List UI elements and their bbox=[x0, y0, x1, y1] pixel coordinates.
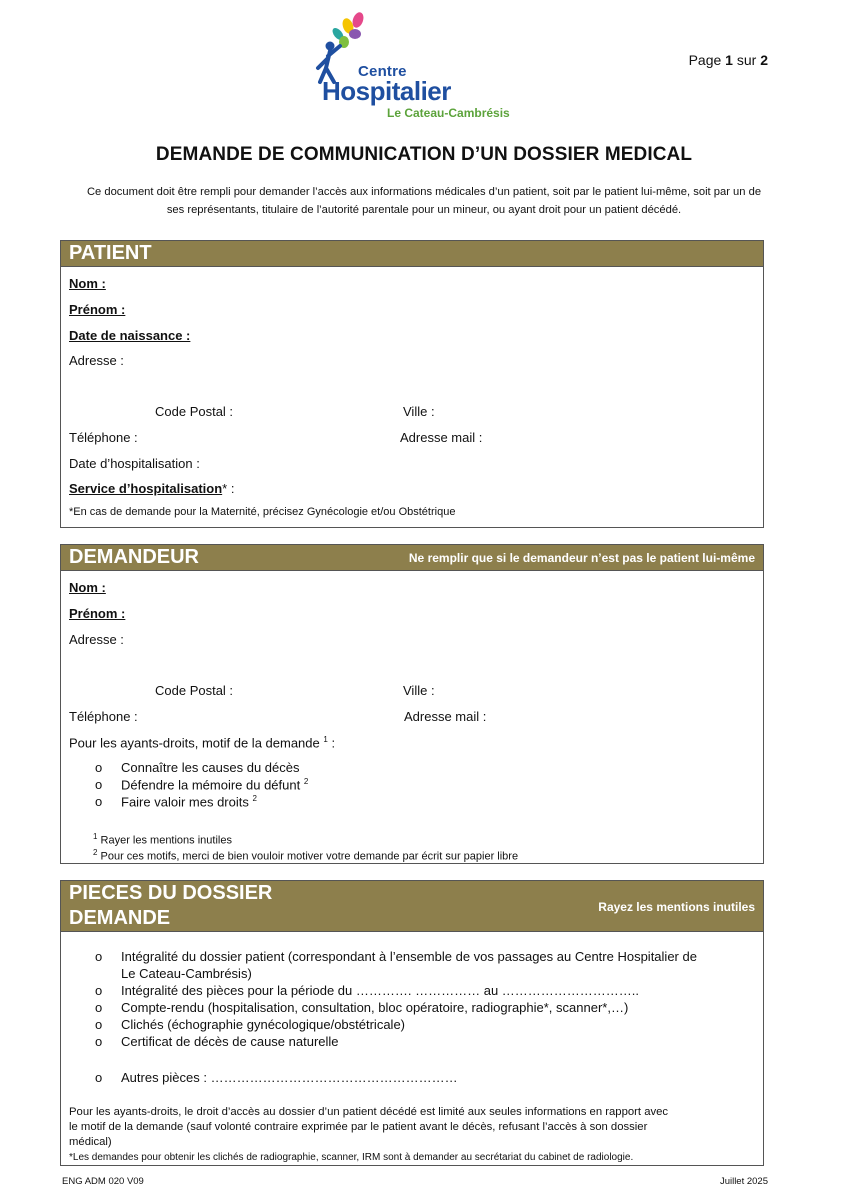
piece-item[interactable]: o Autres pièces : ………………………………………………… bbox=[95, 1070, 458, 1085]
logo-text-city: Le Cateau-Cambrésis bbox=[387, 106, 510, 120]
piece-item-continuation: Le Cateau-Cambrésis) bbox=[121, 966, 252, 981]
legal-text-4: *Les demandes pour obtenir les clichés de radiographie, scanner, IRM sont à demander au secrétariat du cabinet de radiologie. bbox=[69, 1152, 634, 1163]
logo-text-hospitalier: Hospitalier bbox=[322, 76, 451, 106]
piece-item[interactable]: o Certificat de décès de cause naturelle bbox=[95, 1034, 339, 1049]
patient-hosp-date-label: Date d’hospitalisation : bbox=[69, 456, 200, 471]
legal-text-3: médical) bbox=[69, 1136, 112, 1148]
demandeur-instruction: Ne remplir que si le demandeur n’est pas le patient lui-même bbox=[408, 551, 755, 565]
demandeur-heading: DEMANDEUR bbox=[69, 546, 199, 568]
piece-item[interactable]: o Intégralité du dossier patient (correspondant à l’ensemble de vos passages au Centre Hospitalier de bbox=[95, 949, 697, 964]
patient-section bbox=[60, 240, 764, 528]
patient-postal-label: Code Postal : bbox=[155, 404, 234, 419]
legal-text-2: le motif de la demande (sauf volonté contraire exprimée par le patient avant le décès, refusant l’accès à son dossier bbox=[69, 1121, 648, 1133]
legal-text-1: Pour les ayants-droits, le droit d’accès au dossier d’un patient décédé est limité aux seules informations en rapport avec bbox=[69, 1106, 669, 1118]
demandeur-address-label: Adresse : bbox=[69, 632, 124, 647]
patient-email-label: Adresse mail : bbox=[400, 430, 483, 445]
demandeur-footnote-1: $^1$ Rayer les mentions inutiles bbox=[93, 832, 232, 847]
motif-option[interactable]: o Défendre la mémoire du défunt $^2$ bbox=[95, 777, 309, 793]
motif-option[interactable]: o Connaître les causes du décès bbox=[95, 760, 300, 775]
demandeur-nom-label: Nom : bbox=[69, 580, 106, 595]
intro-text: Ce document doit être rempli pour demander l’accès aux informations médicales d’un patient, soit par le patient lui-même, soit par un de ses représentants, titulaire de l’autorité parentale pour un mineur, ou ayant droit pour un patient décédé. bbox=[86, 186, 762, 216]
patient-prenom-label: Prénom : bbox=[69, 302, 126, 317]
demandeur-email-label: Adresse mail : bbox=[404, 709, 487, 724]
demandeur-section bbox=[60, 544, 764, 864]
patient-service-label: Service d’hospitalisation* : bbox=[69, 481, 235, 496]
document-title: DEMANDE DE COMMUNICATION D’UN DOSSIER MEDICAL bbox=[155, 144, 693, 165]
patient-header bbox=[61, 241, 763, 267]
demandeur-phone-label: Téléphone : bbox=[69, 709, 138, 724]
patient-heading: PATIENT bbox=[69, 242, 152, 264]
demandeur-prenom-label: Prénom : bbox=[69, 606, 126, 621]
pieces-section bbox=[60, 880, 764, 1166]
patient-maternity-note: *En cas de demande pour la Maternité, précisez Gynécologie et/ou Obstétrique bbox=[69, 506, 456, 518]
piece-item[interactable]: o Compte-rendu (hospitalisation, consultation, bloc opératoire, radiographie*, scanner*,…) bbox=[95, 1000, 629, 1015]
pieces-header bbox=[61, 881, 763, 932]
page-number: Page 1 sur 2 bbox=[688, 52, 768, 68]
patient-phone-label: Téléphone : bbox=[69, 430, 138, 445]
demandeur-postal-label: Code Postal : bbox=[155, 683, 234, 698]
patient-nom-label: Nom : bbox=[69, 276, 106, 291]
piece-item[interactable]: o Clichés (échographie gynécologique/obstétricale) bbox=[95, 1017, 406, 1032]
pieces-heading: PIECES DU DOSSIER DEMANDE bbox=[69, 882, 273, 929]
patient-city-label: Ville : bbox=[403, 404, 435, 419]
document-reference: ENG ADM 020 V09 bbox=[62, 1176, 144, 1187]
pieces-instruction: Rayez les mentions inutiles bbox=[598, 900, 755, 914]
patient-birthdate-label: Date de naissance : bbox=[69, 328, 191, 343]
demandeur-city-label: Ville : bbox=[403, 683, 435, 698]
demandeur-motif-label: Pour les ayants-droits, motif de la demande $^1$ : bbox=[69, 735, 336, 751]
document-date: Juillet 2025 bbox=[719, 1176, 768, 1187]
logo-text-centre: Centre bbox=[358, 63, 407, 80]
piece-item[interactable]: o Intégralité des pièces pour la période du …………. …………… au ………………………….. bbox=[95, 983, 640, 998]
demandeur-footnote-2: $^2$ Pour ces motifs, merci de bien vouloir motiver votre demande par écrit sur papier libre bbox=[93, 848, 519, 863]
motif-option[interactable]: o Faire valoir mes droits $^2$ bbox=[95, 794, 257, 810]
patient-address-label: Adresse : bbox=[69, 353, 124, 368]
demandeur-header bbox=[61, 545, 763, 571]
